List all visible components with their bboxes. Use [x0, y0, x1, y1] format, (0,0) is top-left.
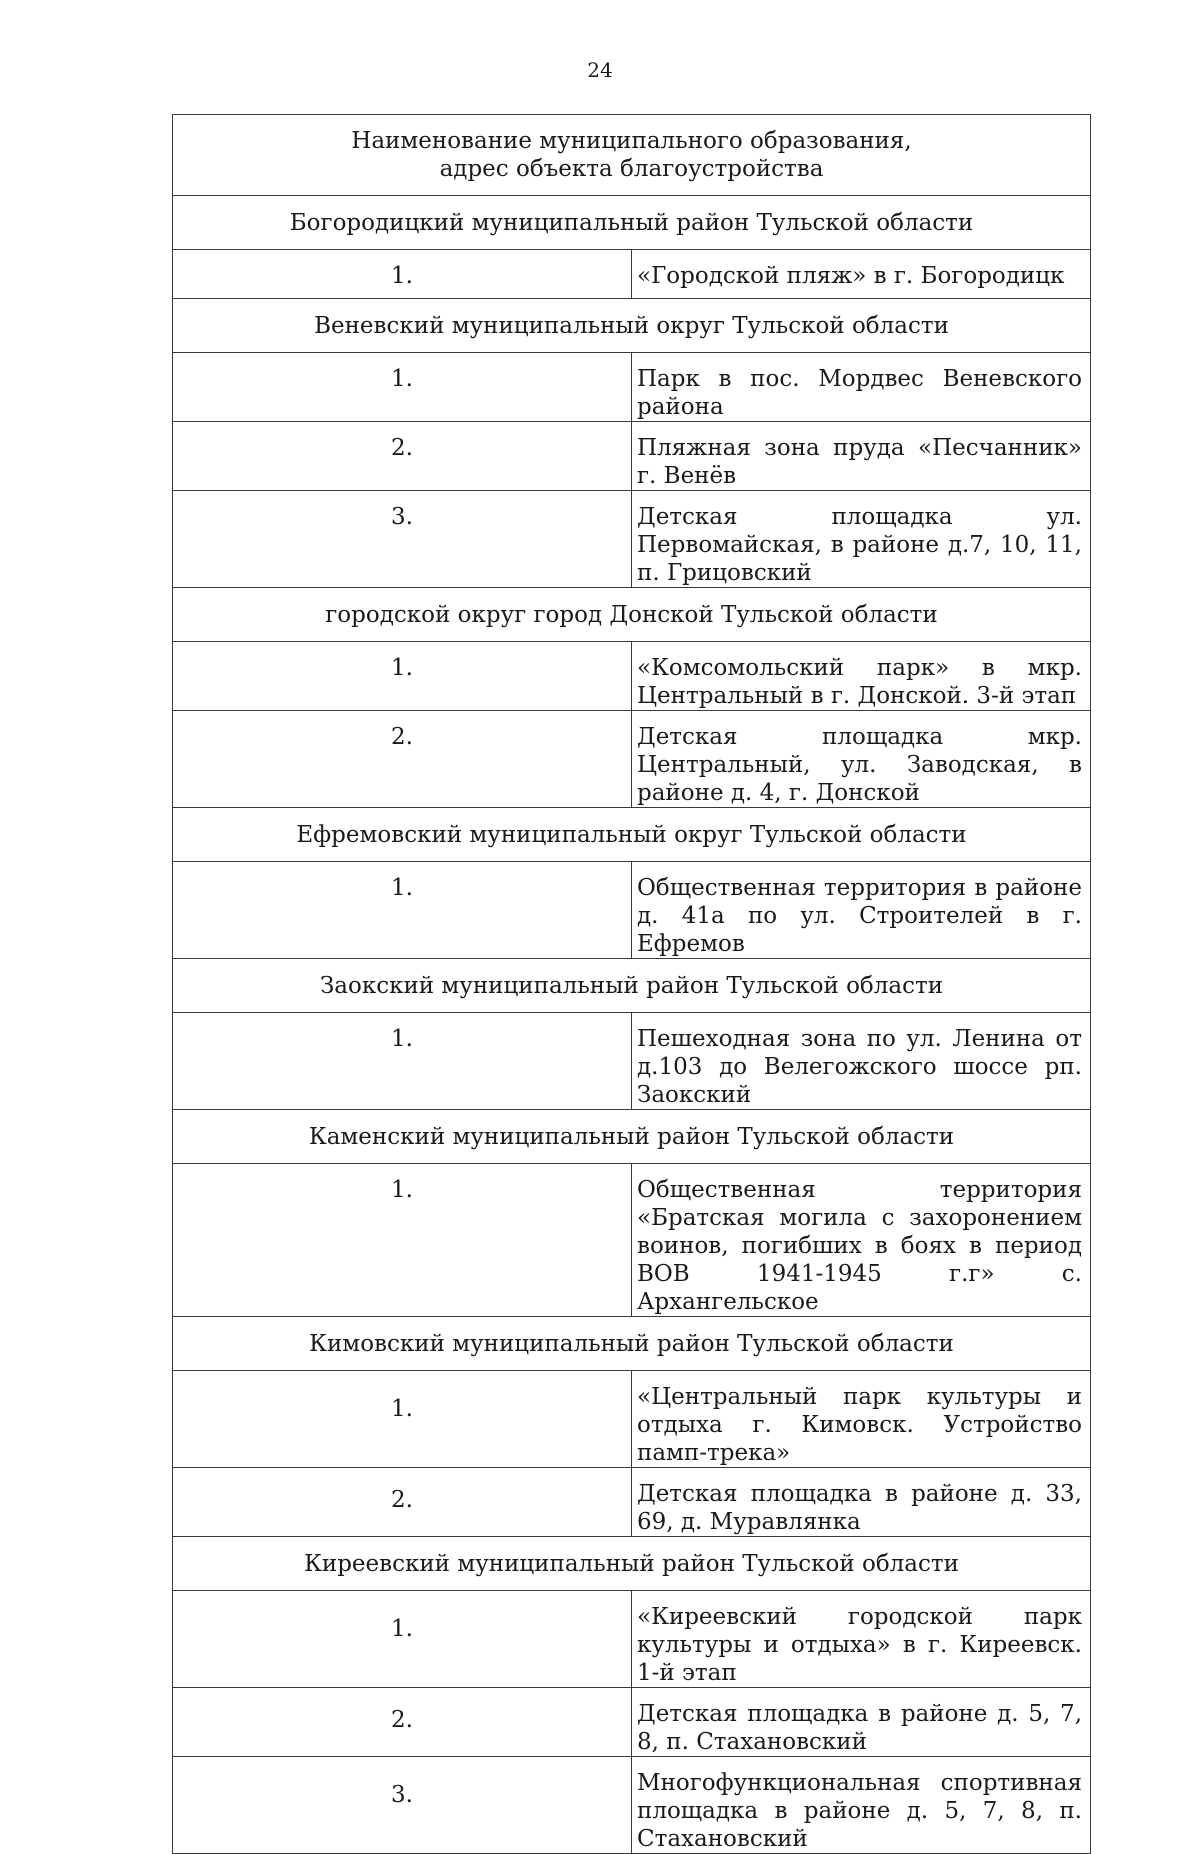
- table-row: [173, 1371, 1091, 1468]
- table-row: [173, 250, 1091, 299]
- group-row: [173, 299, 1091, 353]
- row-text: «Городской пляж» в г. Богородицк: [632, 250, 1091, 299]
- row-text: Детская площадка ул. Первомайская, в районе д.7, 10, 11, п. Грицовский: [632, 491, 1091, 588]
- row-text: Детская площадка мкр. Центральный, ул. Заводская, в районе д. 4, г. Донской: [632, 711, 1091, 808]
- row-number: 1.: [173, 1013, 632, 1110]
- row-text: Пешеходная зона по ул. Ленина от д.103 до Велегожского шоссе рп. Заокский: [632, 1013, 1091, 1110]
- group-row: [173, 1110, 1091, 1164]
- table-row: [173, 862, 1091, 959]
- table-row: [173, 711, 1091, 808]
- row-number: 2.: [173, 1468, 632, 1537]
- table-row: [173, 1591, 1091, 1688]
- group-title: Каменский муниципальный район Тульской области: [173, 1110, 1091, 1164]
- row-text: Детская площадка в районе д. 5, 7, 8, п. Стахановский: [632, 1688, 1091, 1757]
- row-text: Многофункциональная спортивная площадка в районе д. 5, 7, 8, п. Стахановский: [632, 1757, 1091, 1854]
- table-row: [173, 1468, 1091, 1537]
- table-header-line-2: адрес объекта благоустройства: [439, 156, 824, 182]
- row-number: 1.: [173, 862, 632, 959]
- row-text: Общественная территория «Братская могила с захоронением воинов, погибших в боях в период ВОВ 1941-1945 г.г» с. Архангельское: [632, 1164, 1091, 1317]
- row-number: 2.: [173, 422, 632, 491]
- table-row: [173, 422, 1091, 491]
- group-row: [173, 808, 1091, 862]
- table-row: [173, 353, 1091, 422]
- table-row: [173, 1757, 1091, 1854]
- row-number: 1.: [173, 250, 632, 299]
- table-header-line-1: Наименование муниципального образования,: [351, 128, 912, 154]
- table-row: [173, 491, 1091, 588]
- row-number: 1.: [173, 353, 632, 422]
- group-row: [173, 1317, 1091, 1371]
- group-title: Кимовский муниципальный район Тульской области: [173, 1317, 1091, 1371]
- page-number: 24: [587, 58, 613, 82]
- table-header-row: [173, 115, 1091, 196]
- row-number: 2.: [173, 711, 632, 808]
- group-row: [173, 588, 1091, 642]
- row-number: 3.: [173, 491, 632, 588]
- group-title: Киреевский муниципальный район Тульской области: [173, 1537, 1091, 1591]
- row-number: 1.: [173, 1164, 632, 1317]
- table-header: [173, 115, 1091, 196]
- group-row: [173, 959, 1091, 1013]
- row-number: 1.: [173, 642, 632, 711]
- row-number: 1.: [173, 1371, 632, 1468]
- row-text: «Центральный парк культуры и отдыха г. Кимовск. Устройство памп-трека»: [632, 1371, 1091, 1468]
- group-title: Веневский муниципальный округ Тульской области: [173, 299, 1091, 353]
- group-title: Заокский муниципальный район Тульской области: [173, 959, 1091, 1013]
- row-text: Парк в пос. Мордвес Веневского района: [632, 353, 1091, 422]
- table-row: [173, 1013, 1091, 1110]
- row-number: 2.: [173, 1688, 632, 1757]
- row-text: Пляжная зона пруда «Песчанник» г. Венёв: [632, 422, 1091, 491]
- row-number: 3.: [173, 1757, 632, 1854]
- group-row: [173, 1537, 1091, 1591]
- table-row: [173, 1164, 1091, 1317]
- group-row: [173, 196, 1091, 250]
- row-number: 1.: [173, 1591, 632, 1688]
- row-text: Общественная территория в районе д. 41а по ул. Строителей в г. Ефремов: [632, 862, 1091, 959]
- row-text: «Киреевский городской парк культуры и отдыха» в г. Киреевск. 1-й этап: [632, 1591, 1091, 1688]
- group-title: Богородицкий муниципальный район Тульской области: [173, 196, 1091, 250]
- row-text: «Комсомольский парк» в мкр. Центральный в г. Донской. 3-й этап: [632, 642, 1091, 711]
- table-row: [173, 1688, 1091, 1757]
- objects-table: [172, 114, 1091, 1854]
- table-row: [173, 642, 1091, 711]
- group-title: городской округ город Донской Тульской области: [173, 588, 1091, 642]
- row-text: Детская площадка в районе д. 33, 69, д. Муравлянка: [632, 1468, 1091, 1537]
- group-title: Ефремовский муниципальный округ Тульской области: [173, 808, 1091, 862]
